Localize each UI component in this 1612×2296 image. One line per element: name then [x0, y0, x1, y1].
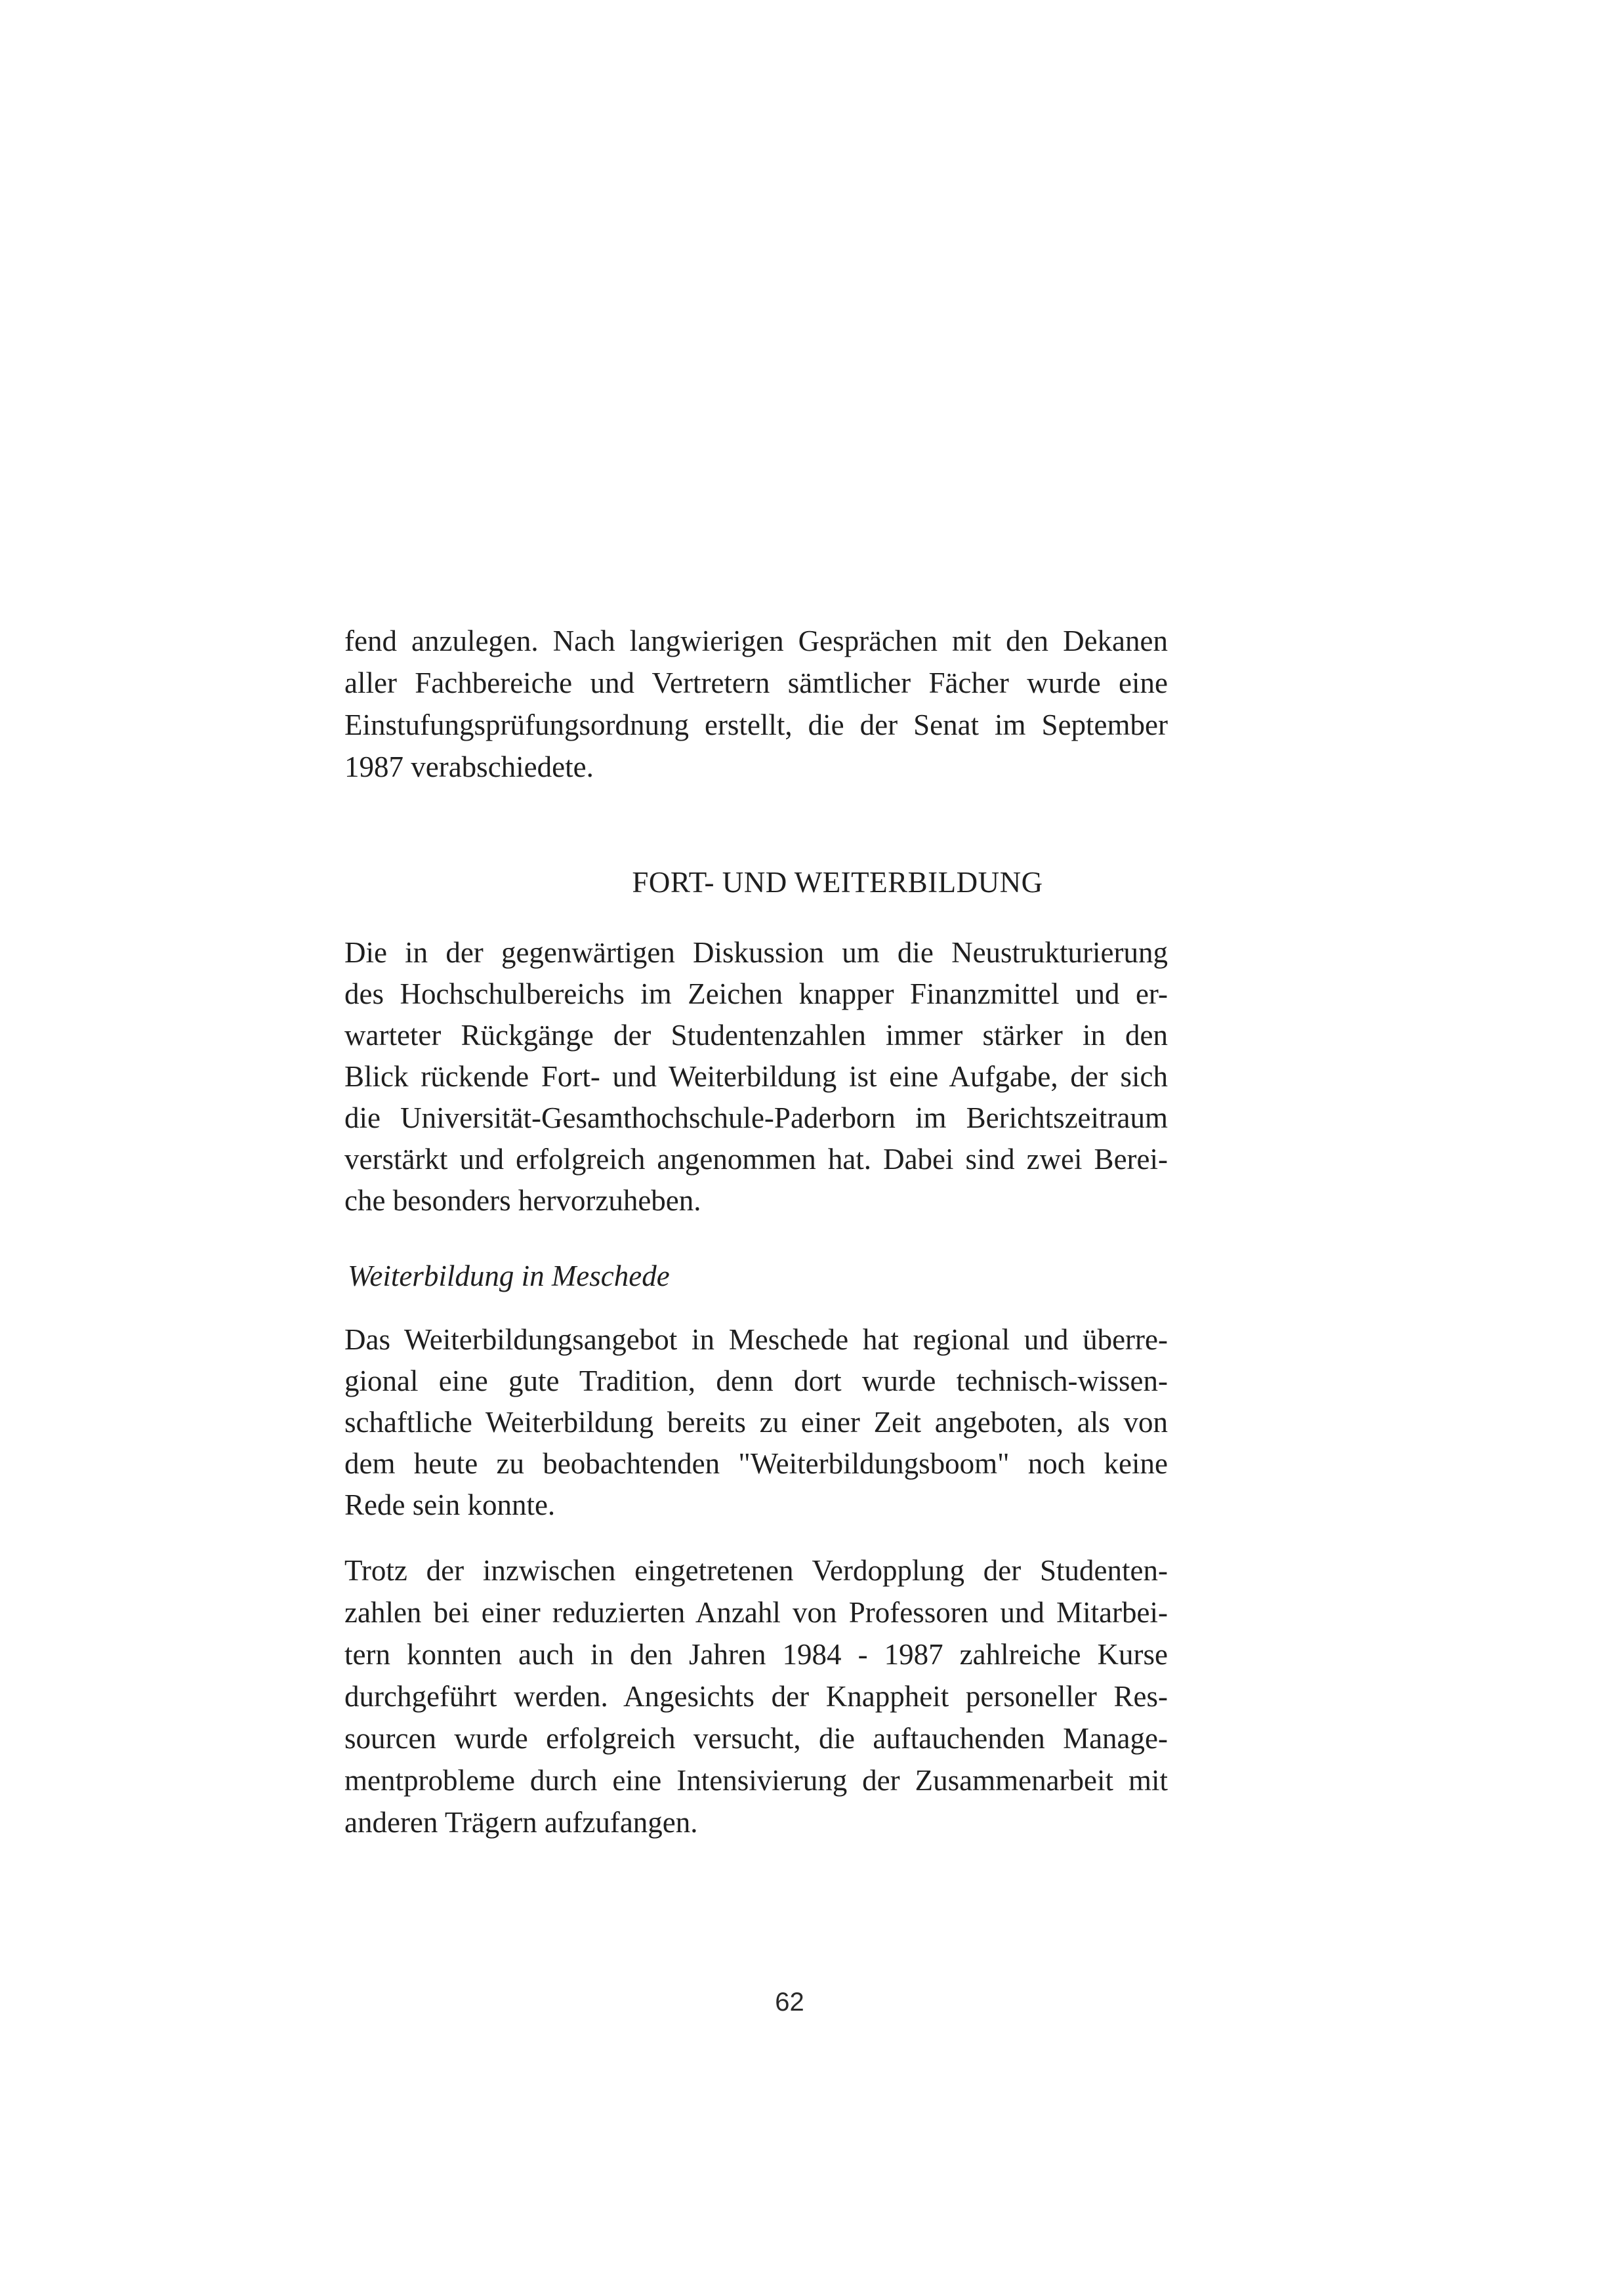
paragraph-line: zahlen bei einer reduzierten Anzahl von Professoren und Mitarbei- [344, 1596, 1168, 1629]
paragraph-line: dem heute zu beobachtenden "Weiterbildungsboom" noch keine [344, 1447, 1168, 1480]
paragraph-line: Die in der gegenwärtigen Diskussion um die Neustrukturierung [344, 936, 1168, 969]
paragraph-line: tern konnten auch in den Jahren 1984 - 1987 zahlreiche Kurse [344, 1638, 1168, 1671]
paragraph-line: verstärkt und erfolgreich angenommen hat. Dabei sind zwei Berei- [344, 1143, 1168, 1176]
paragraph-line: Blick rückende Fort- und Weiterbildung ist eine Aufgabe, der sich [344, 1060, 1168, 1093]
paragraph-line: die Universität-Gesamthochschule-Paderborn im Berichtszeitraum [344, 1101, 1168, 1134]
paragraph-line: sourcen wurde erfolgreich versucht, die auftauchenden Manage- [344, 1722, 1168, 1755]
paragraph-line: des Hochschulbereichs im Zeichen knapper Finanzmittel und er- [344, 977, 1168, 1010]
paragraph-line: durchgeführt werden. Angesichts der Knappheit personeller Res- [344, 1680, 1168, 1713]
paragraph-line: gional eine gute Tradition, denn dort wurde technisch-wissen- [344, 1364, 1168, 1397]
paragraph-line: 1987 verabschiedete. [344, 750, 594, 783]
section-heading: FORT- UND WEITERBILDUNG [632, 866, 1043, 899]
page-number: 62 [775, 1988, 804, 2017]
paragraph-line: warteter Rückgänge der Studentenzahlen immer stärker in den [344, 1019, 1168, 1052]
paragraph-line: Trotz der inzwischen eingetretenen Verdopplung der Studenten- [344, 1554, 1168, 1587]
paragraph-line: che besonders hervorzuheben. [344, 1184, 701, 1217]
paragraph-line: anderen Trägern aufzufangen. [344, 1806, 698, 1839]
paragraph-line: aller Fachbereiche und Vertretern sämtlicher Fächer wurde eine [344, 666, 1168, 699]
paragraph-line: Das Weiterbildungsangebot in Meschede hat regional und überre- [344, 1323, 1168, 1356]
paragraph-line: mentprobleme durch eine Intensivierung der Zusammenarbeit mit [344, 1764, 1168, 1797]
paragraph-line: Einstufungsprüfungsordnung erstellt, die der Senat im September [344, 708, 1168, 741]
paragraph-line: fend anzulegen. Nach langwierigen Gesprächen mit den Dekanen [344, 625, 1168, 657]
paragraph-line: schaftliche Weiterbildung bereits zu einer Zeit angeboten, als von [344, 1406, 1168, 1439]
subheading: Weiterbildung in Meschede [348, 1260, 670, 1292]
paragraph-line: Rede sein konnte. [344, 1488, 556, 1521]
